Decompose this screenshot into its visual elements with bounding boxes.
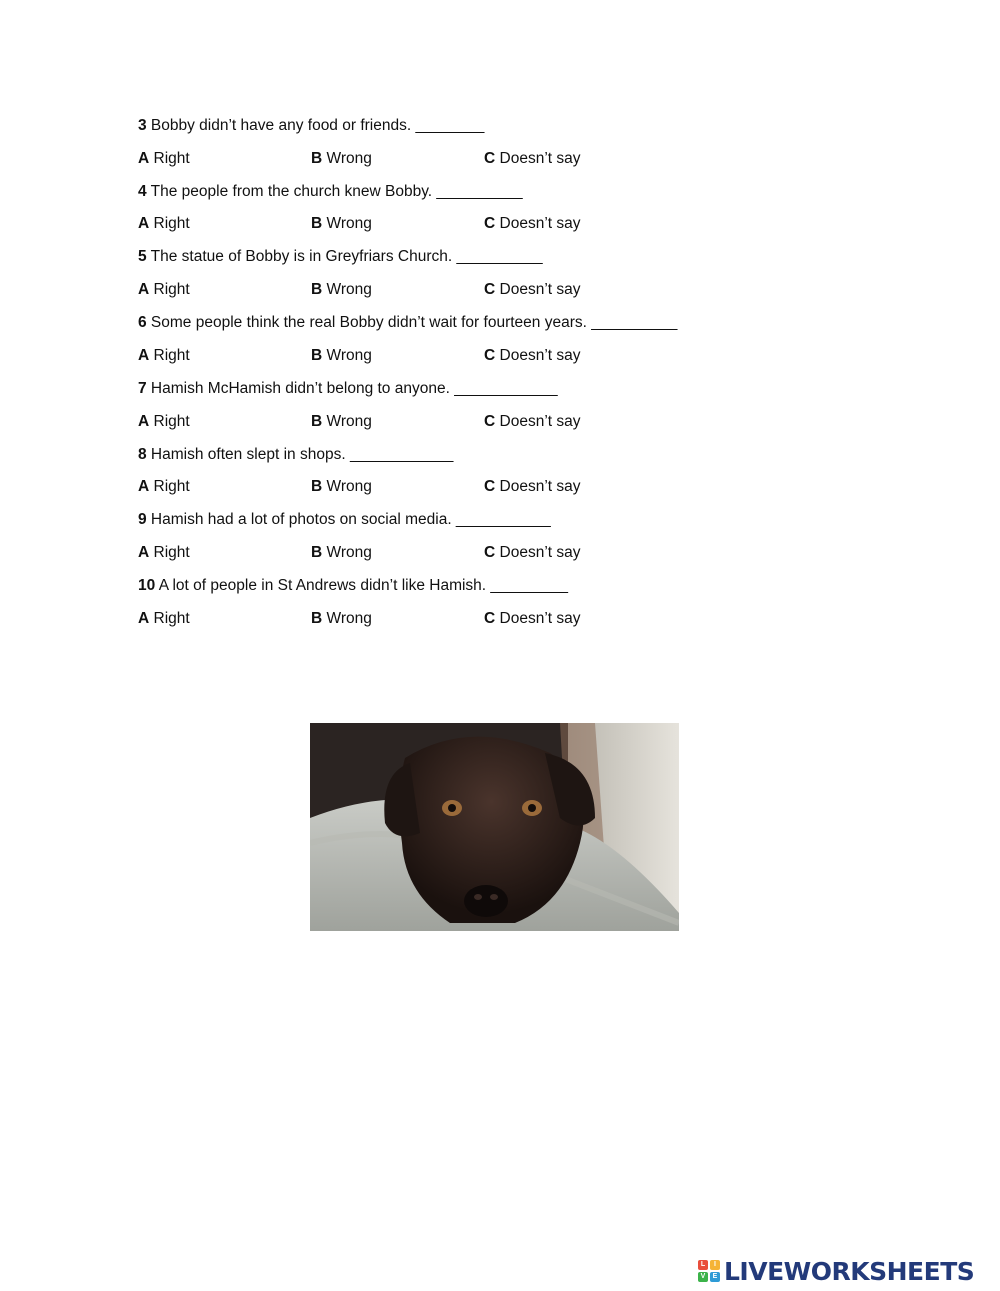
question-6 — [138, 313, 677, 333]
dog-photo — [310, 723, 679, 931]
option-a-right[interactable]: A Right — [138, 281, 190, 298]
option-c-doesnt-say[interactable]: C Doesn’t say — [484, 215, 581, 232]
question-4 — [138, 182, 523, 202]
option-b-wrong[interactable]: B Wrong — [311, 281, 372, 298]
option-a-right[interactable]: A Right — [138, 413, 190, 430]
option-c-doesnt-say[interactable]: C Doesn’t say — [484, 281, 581, 298]
question-text: Some people think the real Bobby didn’t wait for fourteen years. __________ — [146, 314, 678, 331]
question-7 — [138, 379, 558, 399]
question-text: The people from the church knew Bobby. __________ — [146, 183, 523, 200]
option-b-wrong[interactable]: B Wrong — [311, 347, 372, 364]
option-a-right[interactable]: A Right — [138, 610, 190, 627]
option-c-doesnt-say[interactable]: C Doesn’t say — [484, 478, 581, 495]
option-c-doesnt-say[interactable]: C Doesn’t say — [484, 413, 581, 430]
option-b-wrong[interactable]: B Wrong — [311, 478, 372, 495]
liveworksheets-logo — [698, 1256, 974, 1286]
question-9 — [138, 510, 551, 530]
question-text: The statue of Bobby is in Greyfriars Church. __________ — [146, 248, 543, 265]
question-number: 10 — [138, 577, 156, 594]
question-number: 8 — [138, 446, 147, 463]
option-a-right[interactable]: A Right — [138, 215, 190, 232]
option-a-right[interactable]: A Right — [138, 150, 190, 167]
question-number: 3 — [138, 117, 147, 134]
option-b-wrong[interactable]: B Wrong — [311, 413, 372, 430]
question-3 — [138, 116, 484, 136]
question-number: 7 — [138, 380, 147, 397]
question-10 — [138, 576, 568, 596]
logo-mark-icon: L I V E — [698, 1260, 720, 1282]
option-c-doesnt-say[interactable]: C Doesn’t say — [484, 610, 581, 627]
option-c-doesnt-say[interactable]: C Doesn’t say — [484, 544, 581, 561]
question-number: 5 — [138, 248, 147, 265]
question-number: 4 — [138, 183, 147, 200]
question-5 — [138, 247, 543, 267]
option-c-doesnt-say[interactable]: C Doesn’t say — [484, 347, 581, 364]
question-text: Hamish often slept in shops. ____________ — [146, 446, 454, 463]
option-b-wrong[interactable]: B Wrong — [311, 215, 372, 232]
option-a-right[interactable]: A Right — [138, 544, 190, 561]
question-number: 9 — [138, 511, 147, 528]
question-text: Hamish McHamish didn’t belong to anyone. ____________ — [146, 380, 558, 397]
option-b-wrong[interactable]: B Wrong — [311, 610, 372, 627]
option-b-wrong[interactable]: B Wrong — [311, 544, 372, 561]
option-c-doesnt-say[interactable]: C Doesn’t say — [484, 150, 581, 167]
option-a-right[interactable]: A Right — [138, 347, 190, 364]
option-a-right[interactable]: A Right — [138, 478, 190, 495]
logo-text: LIVEWORKSHEETS — [724, 1256, 975, 1286]
question-text: Hamish had a lot of photos on social media. ___________ — [146, 511, 551, 528]
question-8 — [138, 445, 453, 465]
option-b-wrong[interactable]: B Wrong — [311, 150, 372, 167]
question-number: 6 — [138, 314, 147, 331]
question-text: A lot of people in St Andrews didn’t like Hamish. _________ — [155, 577, 568, 594]
question-text: Bobby didn’t have any food or friends. ________ — [146, 117, 485, 134]
